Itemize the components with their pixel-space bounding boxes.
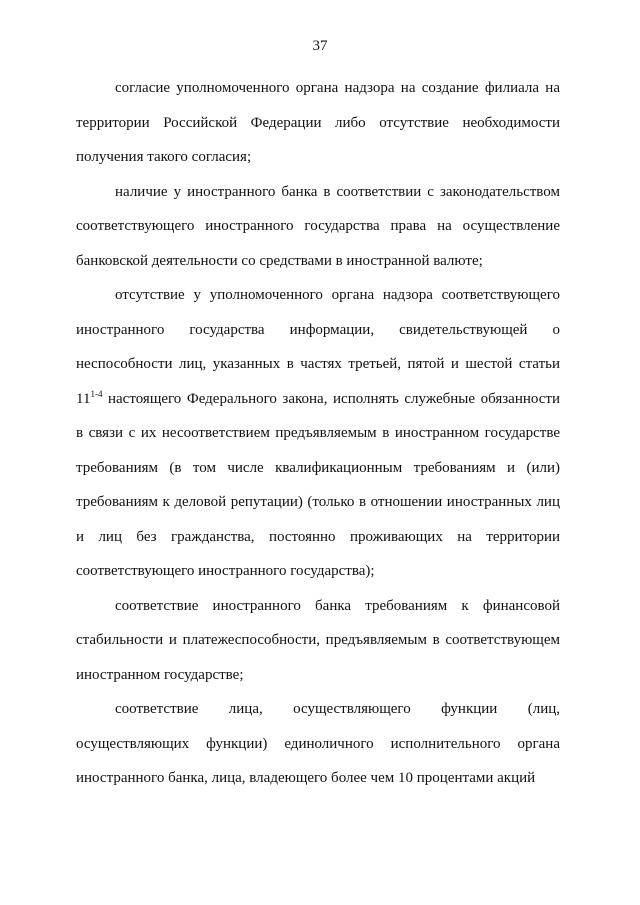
page-number: 37 bbox=[312, 38, 328, 54]
article-superscript: 1-4 bbox=[90, 388, 103, 399]
paragraph-banking-rights: наличие у иностранного банка в соответствии с законодательством соответствующего иностранного государства права на осуществление банковской деятельности со средствами в иностранной валюте; bbox=[76, 183, 560, 269]
paragraph-no-unfitness-info bbox=[76, 278, 560, 589]
paragraph-regulator-consent: согласие уполномоченного органа надзора на создание филиала на территории Российской Федерации либо отсутствие необходимости получения такого согласия; bbox=[76, 80, 560, 165]
paragraph-text-after-sup: настоящего Федерального закона, исполнять служебные обязанности в связи с их несоответствием предъявляемым в иностранном государстве требованиям (в том числе квалификационным требованиям и (или) требованиям к деловой репутации) (только в отношении иностранных лиц и лиц без гражданства, постоянно проживающих на территории соответствующего иностранного государства); bbox=[76, 390, 560, 579]
paragraph-financial-stability: соответствие иностранного банка требованиям к финансовой стабильности и платежеспособности, предъявляемым в соответствующем иностранном государстве; bbox=[76, 597, 560, 683]
document-body bbox=[76, 71, 560, 796]
paragraph-executive-compliance: соответствие лица, осуществляющего функции (лиц, осуществляющих функции) единоличного исполнительного органа иностранного банка, лица, владеющего более чем 10 процентами акций bbox=[76, 701, 560, 786]
paragraph-text-before-sup: отсутствие у уполномоченного органа надзора соответствующего иностранного государства информации, свидетельствующей о неспособности лиц, указанных в частях третьей, пятой и шестой статьи 11 bbox=[76, 287, 560, 407]
